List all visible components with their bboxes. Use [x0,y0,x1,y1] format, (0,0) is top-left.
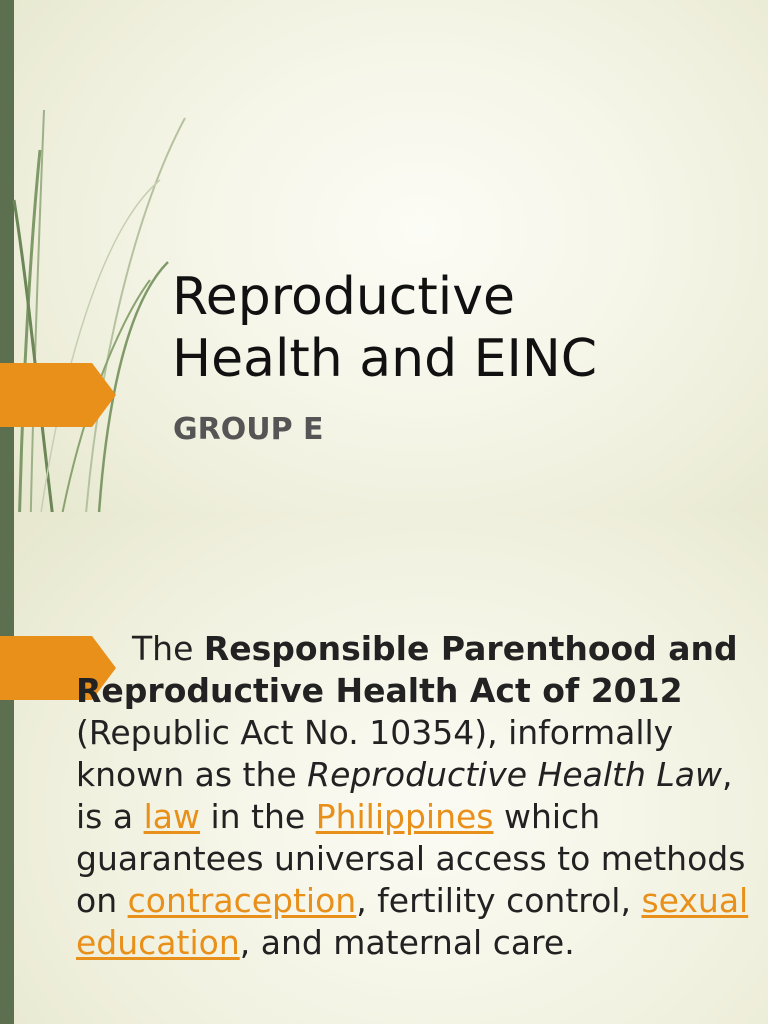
slide-subtitle: GROUP E [173,412,324,447]
body-paragraph [76,628,756,964]
law-nickname: Reproductive Health Law [307,755,722,794]
philippines-link[interactable]: Philippines [315,797,494,836]
text-segment: , fertility control, [356,881,642,920]
grass-decoration [0,0,200,512]
side-bar [0,512,14,1024]
contraception-link[interactable]: contraception [127,881,357,920]
text-segment: , and maternal care. [239,923,575,962]
text-segment: , is a [76,755,733,836]
text-segment: The [132,629,204,668]
slide-title [172,266,752,390]
act-name: Responsible Parenthood and Reproductive Health Act of 2012 [76,629,738,710]
sexual-education-link[interactable]: sexual education [76,881,749,962]
text-segment: (Republic Act No. 10354), informally known as the [76,713,674,794]
text-segment: which guarantees universal access to methods on [76,797,746,920]
orange-arrow-marker [0,363,116,427]
content-slide [0,512,768,1024]
text-segment: in the [199,797,316,836]
title-line-1: Reproductive [172,267,516,327]
law-link[interactable]: law [143,797,200,836]
title-line-2: Health and EINC [172,329,598,389]
